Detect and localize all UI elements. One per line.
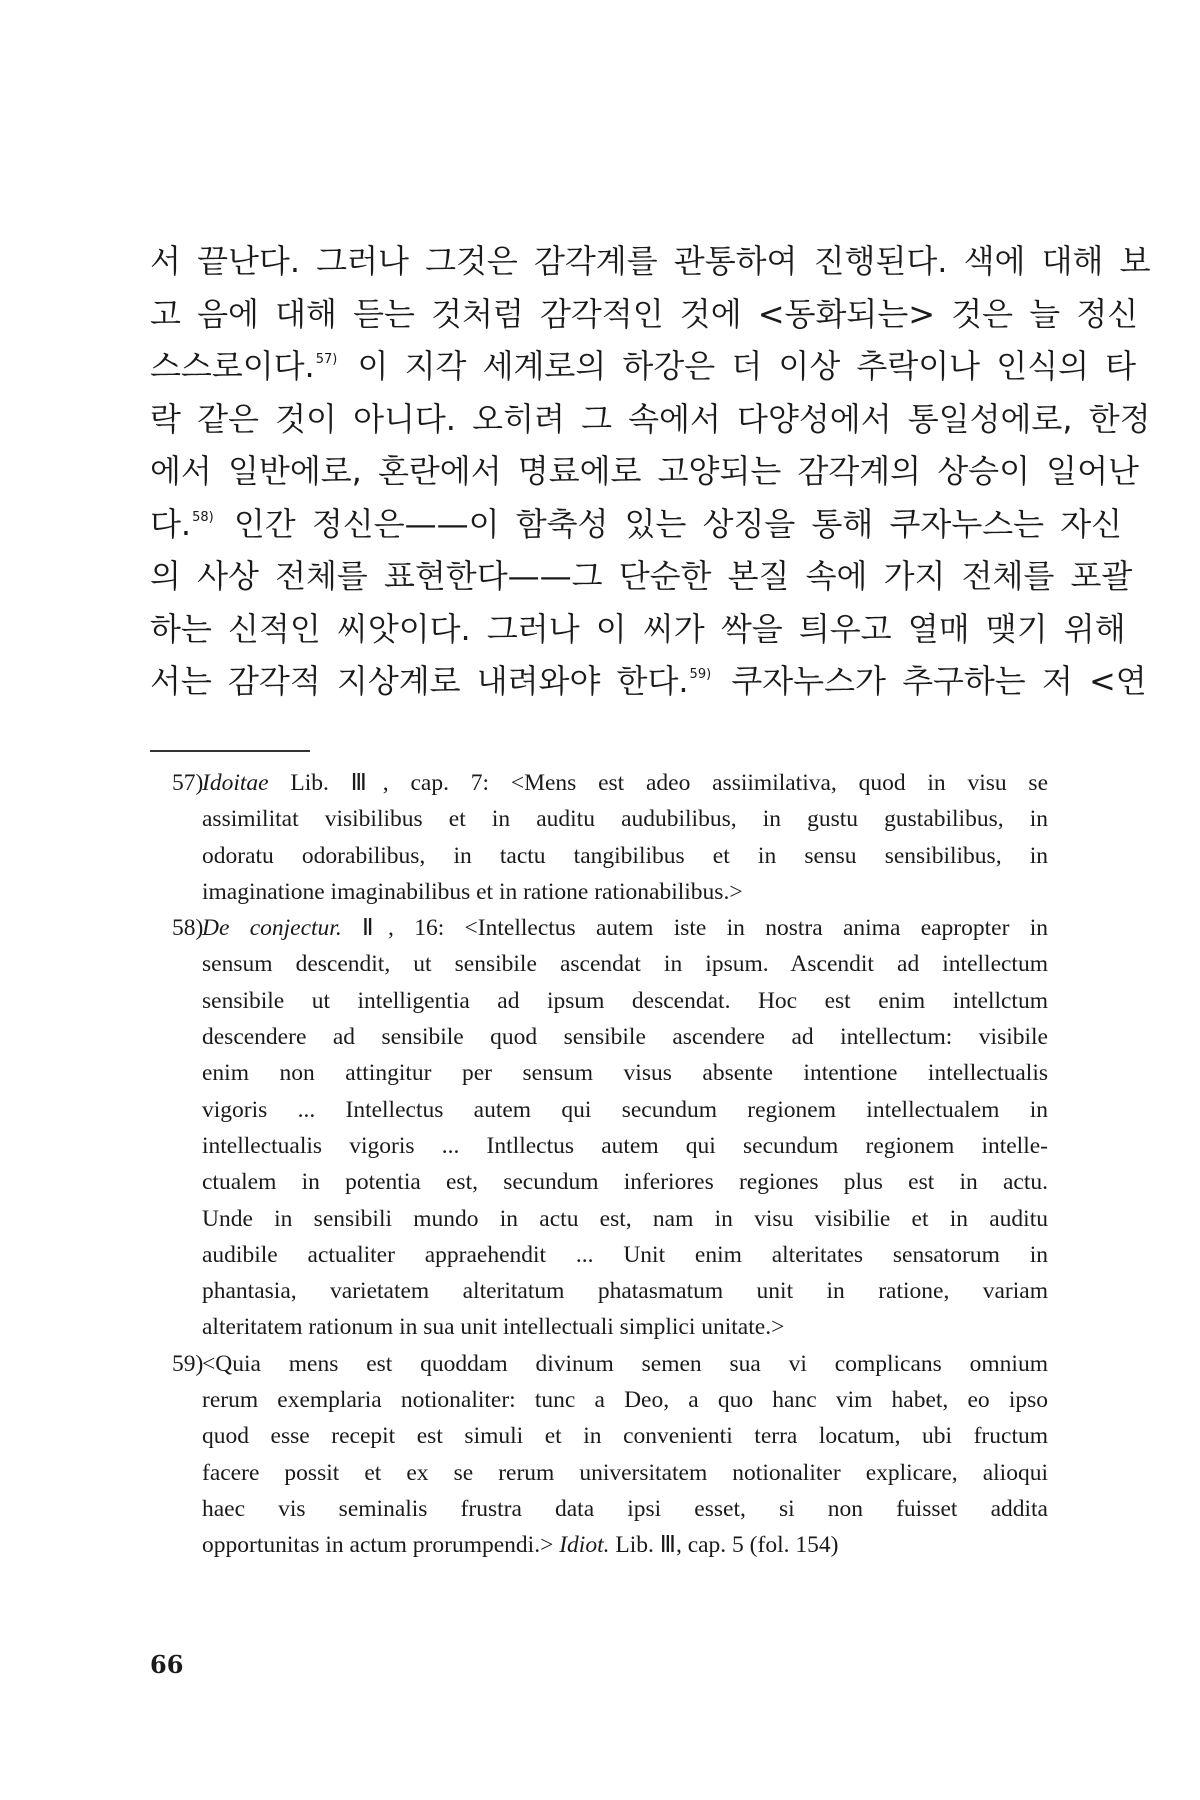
footnote-line: vigoris ... Intellectus autem qui secundum regionem intellectualem in (202, 1096, 1048, 1123)
footnote-line: De conjectur. Ⅱ, 16: <Intellectus autem iste in nostra anima eapropter in (202, 915, 1048, 942)
work-title: Idoitae (202, 770, 269, 796)
footnote-line: intellectualis vigoris ... Intllectus autem qui secundum regionem intelle- (202, 1132, 1048, 1159)
footnote-ref-57: 57) (315, 352, 338, 367)
footnote-line: odoratu odorabilibus, in tactu tangibilibus et in sensu sensibilibus, in (202, 842, 1048, 869)
footnote-line: audibile actualiter appraehendit ... Unit enim alteritates sensatorum in (202, 1241, 1048, 1268)
work-title: De conjectur. (202, 915, 342, 942)
body-line: 고 음에 대해 듣는 것처럼 감각적인 것에 <동화되는> 것은 늘 정신 (150, 294, 1139, 333)
page-number: 66 (150, 1650, 184, 1679)
footnote-line: phantasia, varietatem alteritatum phatasmatum unit in ratione, variam (202, 1278, 1048, 1305)
footnote-line: opportunitas in actum prorumpendi.> Idiot. Lib. Ⅲ, cap. 5 (fol. 154) (202, 1532, 839, 1559)
footnote-divider (150, 750, 310, 752)
footnote-line: rerum exemplaria notionaliter: tunc a Deo, a quo hanc vim habet, eo ipso (202, 1387, 1048, 1414)
footnote-line: sensum descendit, ut sensibile ascendat in ipsum. Ascendit ad intellectum (202, 951, 1048, 978)
footnotes (172, 765, 1048, 1564)
footnote-59 (172, 1346, 1048, 1564)
body-line: 의 사상 전체를 표현한다——그 단순한 본질 속에 가지 전체를 포괄 (150, 557, 1133, 595)
footnote-line: alteritatem rationum in sua unit intellectuali simplici unitate.> (202, 1314, 785, 1341)
footnote-line: haec vis seminalis frustra data ipsi esset, si non fuisset addita (202, 1495, 1048, 1522)
footnote-line: enim non attingitur per sensum visus absente intentione intellectualis (202, 1060, 1048, 1087)
footnote-number: 57) (172, 770, 204, 796)
body-line: 락 같은 것이 아니다. 오히려 그 속에서 다양성에서 통일성에로, 한정 (150, 399, 1151, 438)
work-title: Idiot. (559, 1532, 610, 1559)
body-line: 에서 일반에로, 혼란에서 명료에로 고양되는 감각계의 상승이 일어난 (150, 452, 1139, 490)
footnote-line: <Quia mens est quoddam divinum semen sua vi complicans omnium (202, 1350, 1048, 1377)
body-line: 하는 신적인 씨앗이다. 그러나 이 씨가 싹을 틔우고 열매 맺기 위해 (150, 609, 1126, 648)
body-line: 서 끝난다. 그러나 그것은 감각계를 관통하여 진행된다. 색에 대해 보 (150, 242, 1151, 280)
footnote-line: assimilitat visibilibus et in auditu audubilibus, in gustu gustabilibus, in (202, 806, 1048, 833)
footnote-58 (172, 910, 1048, 1346)
footnote-line: Unde in sensibili mundo in actu est, nam in visu visibilie et in auditu (202, 1205, 1048, 1232)
footnote-number: 59) (172, 1350, 204, 1377)
main-body-text (150, 235, 1151, 708)
footnote-line: Idoitae Lib. Ⅲ, cap. 7: <Mens est adeo assiimilativa, quod in visu se (202, 770, 1048, 796)
footnote-ref-58: 58) (192, 509, 214, 525)
footnote-number: 58) (172, 915, 204, 942)
footnote-line: facere possit et ex se rerum universitatem notionaliter explicare, alioqui (202, 1459, 1048, 1486)
footnote-57 (172, 765, 1048, 910)
footnote-line: quod esse recepit est simuli et in convenienti terra locatum, ubi fructum (202, 1423, 1048, 1450)
footnote-line: sensibile ut intelligentia ad ipsum descendat. Hoc est enim intellctum (202, 987, 1048, 1014)
body-line: 스스로이다.$^{57)}$ 이 지각 세계로의 하강은 더 이상 추락이나 인식의 타 (150, 347, 1137, 385)
footnote-line: descendere ad sensibile quod sensibile ascendere ad intellectum: visibile (202, 1024, 1048, 1051)
body-line: 서는 감각적 지상계로 내려와야 한다.$^{59)}$ 쿠자누스가 추구하는 저 <연 (150, 662, 1147, 700)
footnote-ref-59: 59) (689, 667, 712, 682)
body-line: 다.$^{58)}$ 인간 정신은——이 함축성 있는 상징을 통해 쿠자누스는 자신 (150, 504, 1123, 543)
footnote-line: ctualem in potentia est, secundum inferiores regiones plus est in actu. (202, 1169, 1048, 1196)
footnote-line: imaginatione imaginabilibus et in ratione rationabilibus.> (202, 878, 743, 905)
